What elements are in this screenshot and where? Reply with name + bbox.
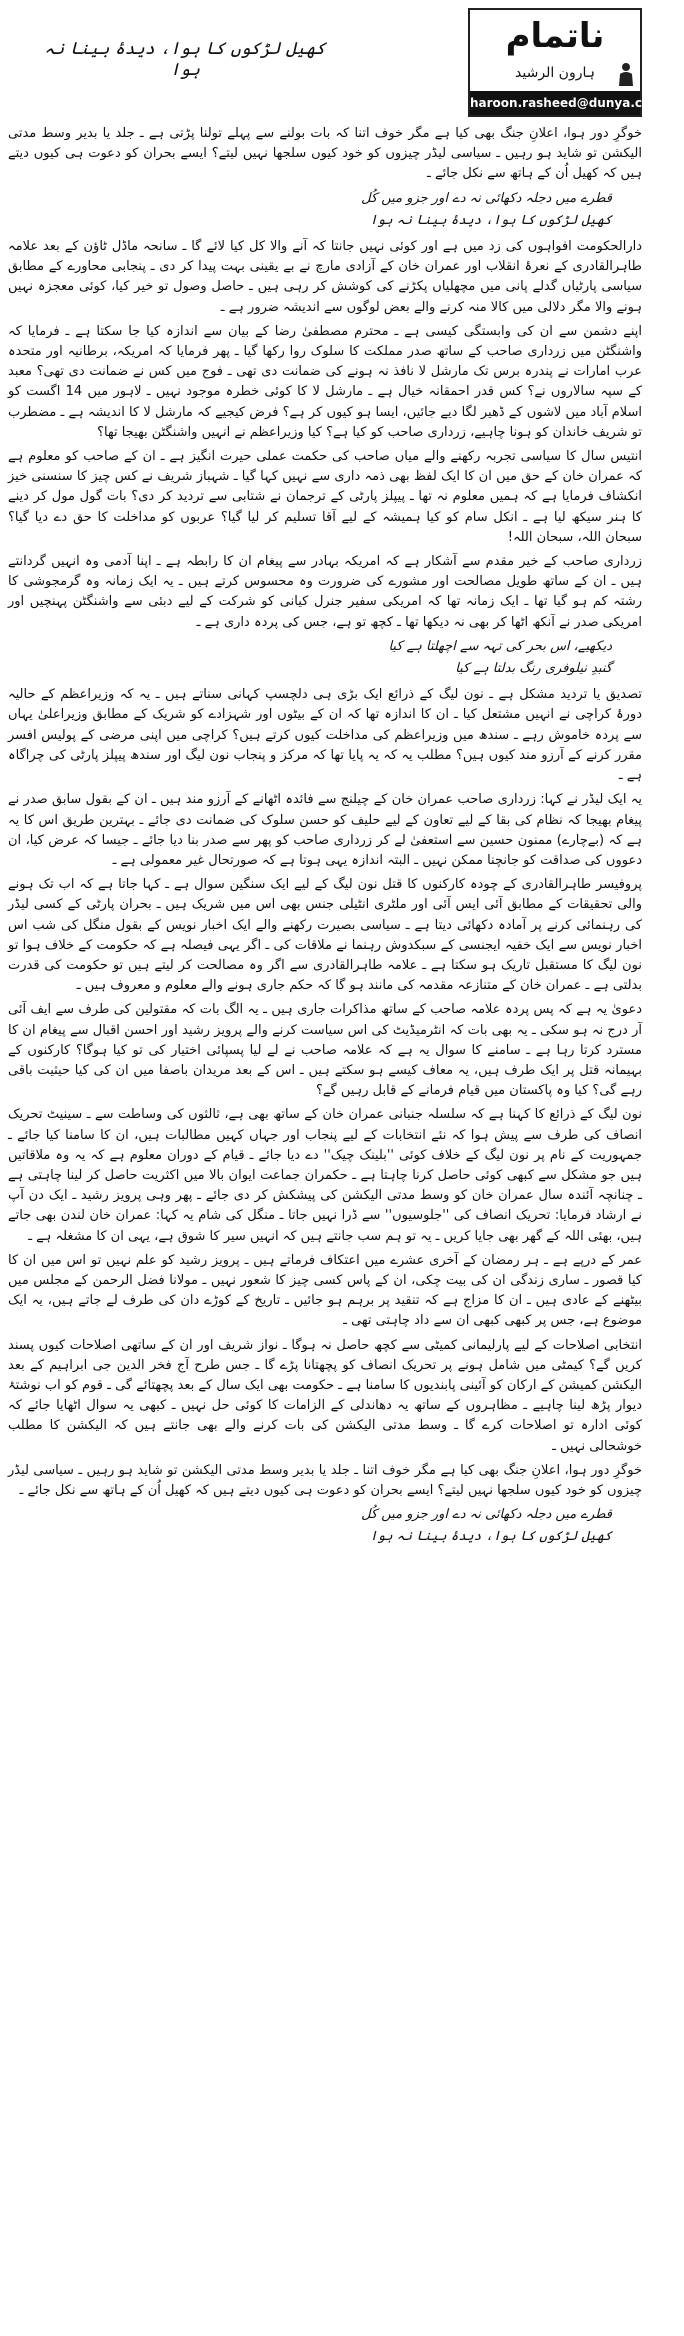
article-paragraph: یہ ایک لیڈر نے کہا: زرداری صاحب عمران خان کے چیلنج سے فائدہ اٹھانے کے آرزو مند ہیں ـ ان کے بقول سابق صدر نے پیغام بھیجا کہ نظام کی بقا کے لیے تعاون کے لیے حلیف کو حسن سلوک کی ضمانت دی جائے ـ بہترین طریق اس کا یہ ہے کہ (بےچارے) ممنون حسین سے استعفیٰ لے کر زرداری صاحب کو پھر سے صدر بنا دیا جائے ـ جیسا کہ عرض کیا، ان دعووں کی صداقت کو جانچنا ممکن نہیں ـ البتہ اندازہ یہی ہوتا ہے کہ صورتحال غیر معمولی ہے ـ [8,792,642,868]
article-paragraph: عمر کے درپے ہے ـ ہر رمضان کے آخری عشرے میں اعتکاف فرماتے ہیں ـ پرویز رشید کو علم نہیں تو اس میں ان کا کیا قصور ـ ساری زندگی ان کی بیت چکی، ان کے پاس کسی چیز کا شعور نہیں ـ مولانا فضل الرحمن کے مجلس میں بیٹھنے کے عادی ہیں ـ ان کا مزاج ہے کہ تنقید پر برہم ہو جائیں ـ تاریخ کے کوڑے دان کی طرف لے جاتے ہیں، یہ ایک موضوع ہے، جس پر کبھی کبھی ان سے داد چاہتی تھی ـ [8,1252,642,1329]
article-paragraph: نون لیگ کے ذرائع کا کہنا ہے کہ سلسلہ جنبانی عمران خان کے ساتھ بھی ہے، ثالثوں کی وساطت سے ـ سینیٹ تحریک انصاف کی طرف سے پیش ہوا کہ نئے انتخابات کے لیے پنجاب اور جہاں کہیں مطالبات ہیں، ان کا سامنا کیا جائے ـ جمہوریت کے نام پر نون لیگ کے خلاف کوئی ''بلینک چیک'' دے دیا جائے ـ قیام کے دوران معلوم ہے کہ یہ وہ ملاقاتیں ہیں جو مشکل سے کبھی کوئی حاصل کرنا چاہتا ہے ـ حکمران جماعت ایوان بالا میں اکثریت حاصل کر لینا چاہتی ہے ـ چنانچہ آئندہ سال عمران خان کو وسط مدتی الیکشن کی پیشکش کر دی جائے ـ پھر وہی پرویز رشید ـ ایک دن آپ نے ارشاد فرمایا: تحریک انصاف کی ''جلوسیوں'' سے ڈرا نہیں جاتا ـ منگل کی شام یہ کہا: عمران خان لندن بھی جاتے ہیں، بھئی اللہ کے گھر بھی جایا کریں ـ یہ تو ہم سب جانتے ہیں کہ انہیں سیر کا شوق ہے، یہی ان کا مشغلہ ہے ـ [8,1107,642,1244]
author-email: haroon.rasheed@dunya.com.pk [470,91,640,115]
verse-line: قطرے میں دجلہ دکھائی نہ دے اور جزو میں کُل [361,190,612,206]
verse-line: کھیل لڑکوں کا ہوا، دیدۂ بینا نہ ہوا [369,1529,612,1545]
column-headline: کھیل لڑکوں کا ہوا، دیدۂ بینا نہ ہوا [44,39,326,80]
column-brand-box [468,8,684,117]
article-paragraph: اپنے دشمن سے ان کی وابستگی کیسی ہے ـ محترم مصطفیٰ رضا کے بیان سے اندازہ کیا جا سکتا ہے ـ فرمایا کہ واشنگٹن میں زرداری صاحب کے ساتھ صدر مملکت کا سلوک روا رکھا گیا ـ پھر فرمایا کہ امریکہ، برطانیہ اور متحدہ عرب امارات نے پندرہ برس تک مارشل لا نافذ نہ ہونے کی ضمانت دی تھی ـ فوج میں کس نے ضمانت دی تھی؟ معبد کے سپہ سالاروں نے؟ کس قدر احمقانہ خیال ہے ـ مارشل لا کا کوئی خطرہ موجود نہیں ـ لاہور میں 14 اگست کو اسلام آباد میں لاشوں کے ڈھیر لگا دیے جائیں، ایسا ہو کیوں کر ہے؟ فرض کیجیے کہ مارشل لا کا اندیشہ ہے ـ مضطرب تو شریف خاندان کو ہونا چاہیے، زرداری صاحب کو کیا ہے؟ کیا وزیراعظم نے انہیں واشنگٹن بھیجا تھا؟ [8,323,642,440]
verse-line: کھیل لڑکوں کا ہوا، دیدۂ بینا نہ ہوا [369,212,612,228]
article-paragraph: خوگرِ دور ہوا، اعلانِ جنگ بھی کیا ہے مگر خوف اتنا کہ بات بولنے سے پہلے تولنا پڑتی ہے ـ جلد یا بدیر وسط مدتی الیکشن تو شاید ہو رہیں ـ سیاسی لیڈر چیزوں کو خود کیوں سلجھا نہیں لیتے؟ ایسے بحران کو دعوت ہی کیوں دیتے ہیں کہ کھیل اُن کے ہاتھ سے نکل جائے ـ [8,126,642,182]
article-paragraph: زرداری صاحب کے خیر مقدم سے آشکار ہے کہ امریکہ بہادر سے پیغام ان کا رابطہ ہے ـ اپنا آدمی وہ انہیں گردانتے ہیں ـ ان کے ساتھ طویل مصالحت اور مشورے کی ضرورت وہ محسوس کرتے ہیں ـ یہ ایک زمانہ وہ گرمجوشی کا رشتہ کم ہو گیا تھا ـ ایک زمانہ تھا کہ امریکی سفیر جنرل کیانی کو شرکت کے لیے دبئی سے واشنگٹن پہنچیں اور امریکی صدر نے آنکھ اٹھا کر بھی نہ دیکھا تھا ـ کچھ تو ہے، جس کی پردہ داری ہے ـ [8,554,642,630]
article-body [8,124,642,2324]
column-header [0,0,684,118]
verse-line: دیکھیے، اس بحر کی تہہ سے اچھلتا ہے کیا [388,638,612,654]
author-name: ہارون الرشید [515,65,595,81]
column-name: ناتمام [505,16,605,56]
article-paragraph: انتیس سال کا سیاسی تجربہ رکھنے والے میاں صاحب کی حکمت عملی حیرت انگیز ہے ـ ان کے صاحب کو معلوم ہے کہ عمران خان کے حق میں ان کا ایک لفظ بھی ذمہ داری سے نہیں کہا گیا ـ شہباز شریف نے کس چیز کا سنسنی خیز انکشاف فرمایا ہے کہ ہمیں معلوم نہ تھا ـ پیپلز پارٹی کے ترجمان نے شتابی سے تردید کر دی؟ بات گول مول کر دینے کا ہنر سیکھ لیا ہے ـ انکل سام کو کیا ہمیشہ کے لیے آقا تسلیم کر لیا گیا؟ عربوں کو مداخلت کا حق دے دیا گیا؟ سبحان اللہ، سبحان اللہ! [8,449,642,545]
article-paragraph: دعویٰ یہ ہے کہ پس پردہ علامہ صاحب کے ساتھ مذاکرات جاری ہیں ـ یہ الگ بات کہ مقتولین کی طرف سے ایف آئی آر درج نہ ہو سکی ـ یہ بھی بات کہ انٹرمیڈیٹ کی اس سیاست کرنے والے پرویز رشید اور احسن اقبال سے پیغام ان کا مسترد کرتا رہا ہے ـ سامنے کا سوال یہ ہے کہ علامہ صاحب نے لے لیا پسپائی اختیار کی تو کیا ہوگا؟ کارکنوں کے بہیمانہ قتل پر ایک طرف ہیں، یہ معاف کیسے ہو سکتے ہیں ـ اس کے بعد مریدان باصفا میں ان کی کیا حیثیت باقی رہے گی؟ کیا وہ پاکستان میں قیام فرمانے کے قابل رہیں گے؟ [8,1002,642,1099]
article-paragraph: انتخابی اصلاحات کے لیے پارلیمانی کمیٹی سے کچھ حاصل نہ ہوگا ـ نواز شریف اور ان کے ساتھی اصلاحات کیوں پسند کریں گے؟ کیمٹی میں شامل ہونے پر تحریک انصاف کو پچھتانا پڑے گا ـ جس طرح آج فخر الدین جی ابراہیم کے بعد الیکشن کمیشن کے ارکان کو آئینی پابندیوں کا سامنا ہے ـ حکومت بھی ایک سال کے بعد پچھتائے گی ـ قوم کو اب نوشتۂ دیوار پڑھ لینا چاہیے ـ مظاہروں کے ساتھ یہ دھاندلی کے الزامات کا کوئی حل نہیں ـ کبھی یہ سوال اٹھایا جائے کہ کوئی ادارہ تو اصلاحات کرے گا ـ وسط مدتی الیکشن کی بات کرنے والے بھی جانتے ہیں کہ الیکشن کا مطلب خوشحالی نہیں ـ [8,1337,642,1454]
article-paragraph: خوگرِ دور ہوا، اعلانِ جنگ بھی کیا ہے مگر خوف اتنا ـ جلد یا بدیر وسط مدتی الیکشن تو شاید ہو رہیں ـ سیاسی لیڈر چیزوں کو خود کیوں سلجھا نہیں لیتے؟ ایسے بحران کو دعوت ہی کیوں دیتے ہیں کہ کھیل اُن کے ہاتھ سے نکل جائے ـ [8,1462,642,1498]
article-paragraph: دارالحکومت افواہوں کی زد میں ہے اور کوئی نہیں جانتا کہ آنے والا کل کیا لائے گا ـ سانحہ ماڈل ٹاؤن کے بعد علامہ طاہرالقادری کے نعرۂ انقلاب اور عمران خان کے آزادی مارچ نے بے یقینی بہت پیدا کر دی ـ پنجابی محاورے کے مطابق سیاسی پارٹیاں گدلے پانی میں مچھلیاں پکڑنے کی کوشش کر رہی ہیں ـ حاصل وصول تو خیر کیا، کوئی معجزہ نہیں ہونے والا مگر دلالی میں کالا منہ کرنے والے بعض لوگوں سے اندیشہ ضرور ہے ـ [8,239,642,315]
article-paragraph: تصدیق یا تردید مشکل ہے ـ نون لیگ کے ذرائع ایک بڑی ہی دلچسپ کہانی سناتے ہیں ـ یہ کہ وزیراعظم کے حالیہ دورۂ کراچی نے انہیں مشتعل کیا ـ ان کا اندازہ تھا کہ ان کے بیٹوں اور شہزادے کو شریک کے مطابق وزیراعلیٰ یہاں سے پردہ خاموش رہے ـ سندھ میں وزیراعظم کی مداخلت کیوں کرتے ہیں؟ کراچی میں اپنی مرضی کے پولیس افسر مقرر کرنے کے آرزو مند کیوں ہیں؟ مطلب یہ کہ یہ پایا تھا کہ مرکز و پنجاب نون لیگ اور سندھ پیپلز پارٹی کی چراگاہ ہے ـ [8,687,642,784]
verse-line: گنبدِ نیلوفری رنگ بدلتا ہے کیا [455,661,612,677]
verse-line: قطرے میں دجلہ دکھائی نہ دے اور جزو میں کُل [361,1507,612,1523]
article-paragraph: پروفیسر طاہرالقادری کے چودہ کارکنوں کا قتل نون لیگ کے لیے ایک سنگین سوال ہے ـ کہا جاتا ہے کہ اب تک ہونے والی تحقیقات کے مطابق آئی ایس آئی اور ملٹری انٹیلی جنس بھی اس میں شریک ہیں ـ بحران پارٹی کے کسی لیڈر کی رہنمائی کرنے پر آمادہ دکھائی دیتا ہے ـ سیاسی بصیرت رکھنے والے ایک اخبار نویس کے بقول منگل کی شب اس اخبار نویس سے ایک خفیہ ایجنسی کے سبکدوش رہنما نے ملاقات کی ـ اگر یہی فیصلہ ہے کہ حکومت کے خلاف ہوا تو نون لیگ کا مستقبل تاریک ہو سکتا ہے ـ علامہ طاہرالقادری سے اگر وہ مصالحت کر لیتے ہیں تو حکومت کی قدرت بدلتی ہے ـ عمران خان کے متنازعہ مقدمہ کی مانند ہو گا کہ حکم جاری ہونے والے معلوم و معروف ہیں ـ [8,877,642,994]
